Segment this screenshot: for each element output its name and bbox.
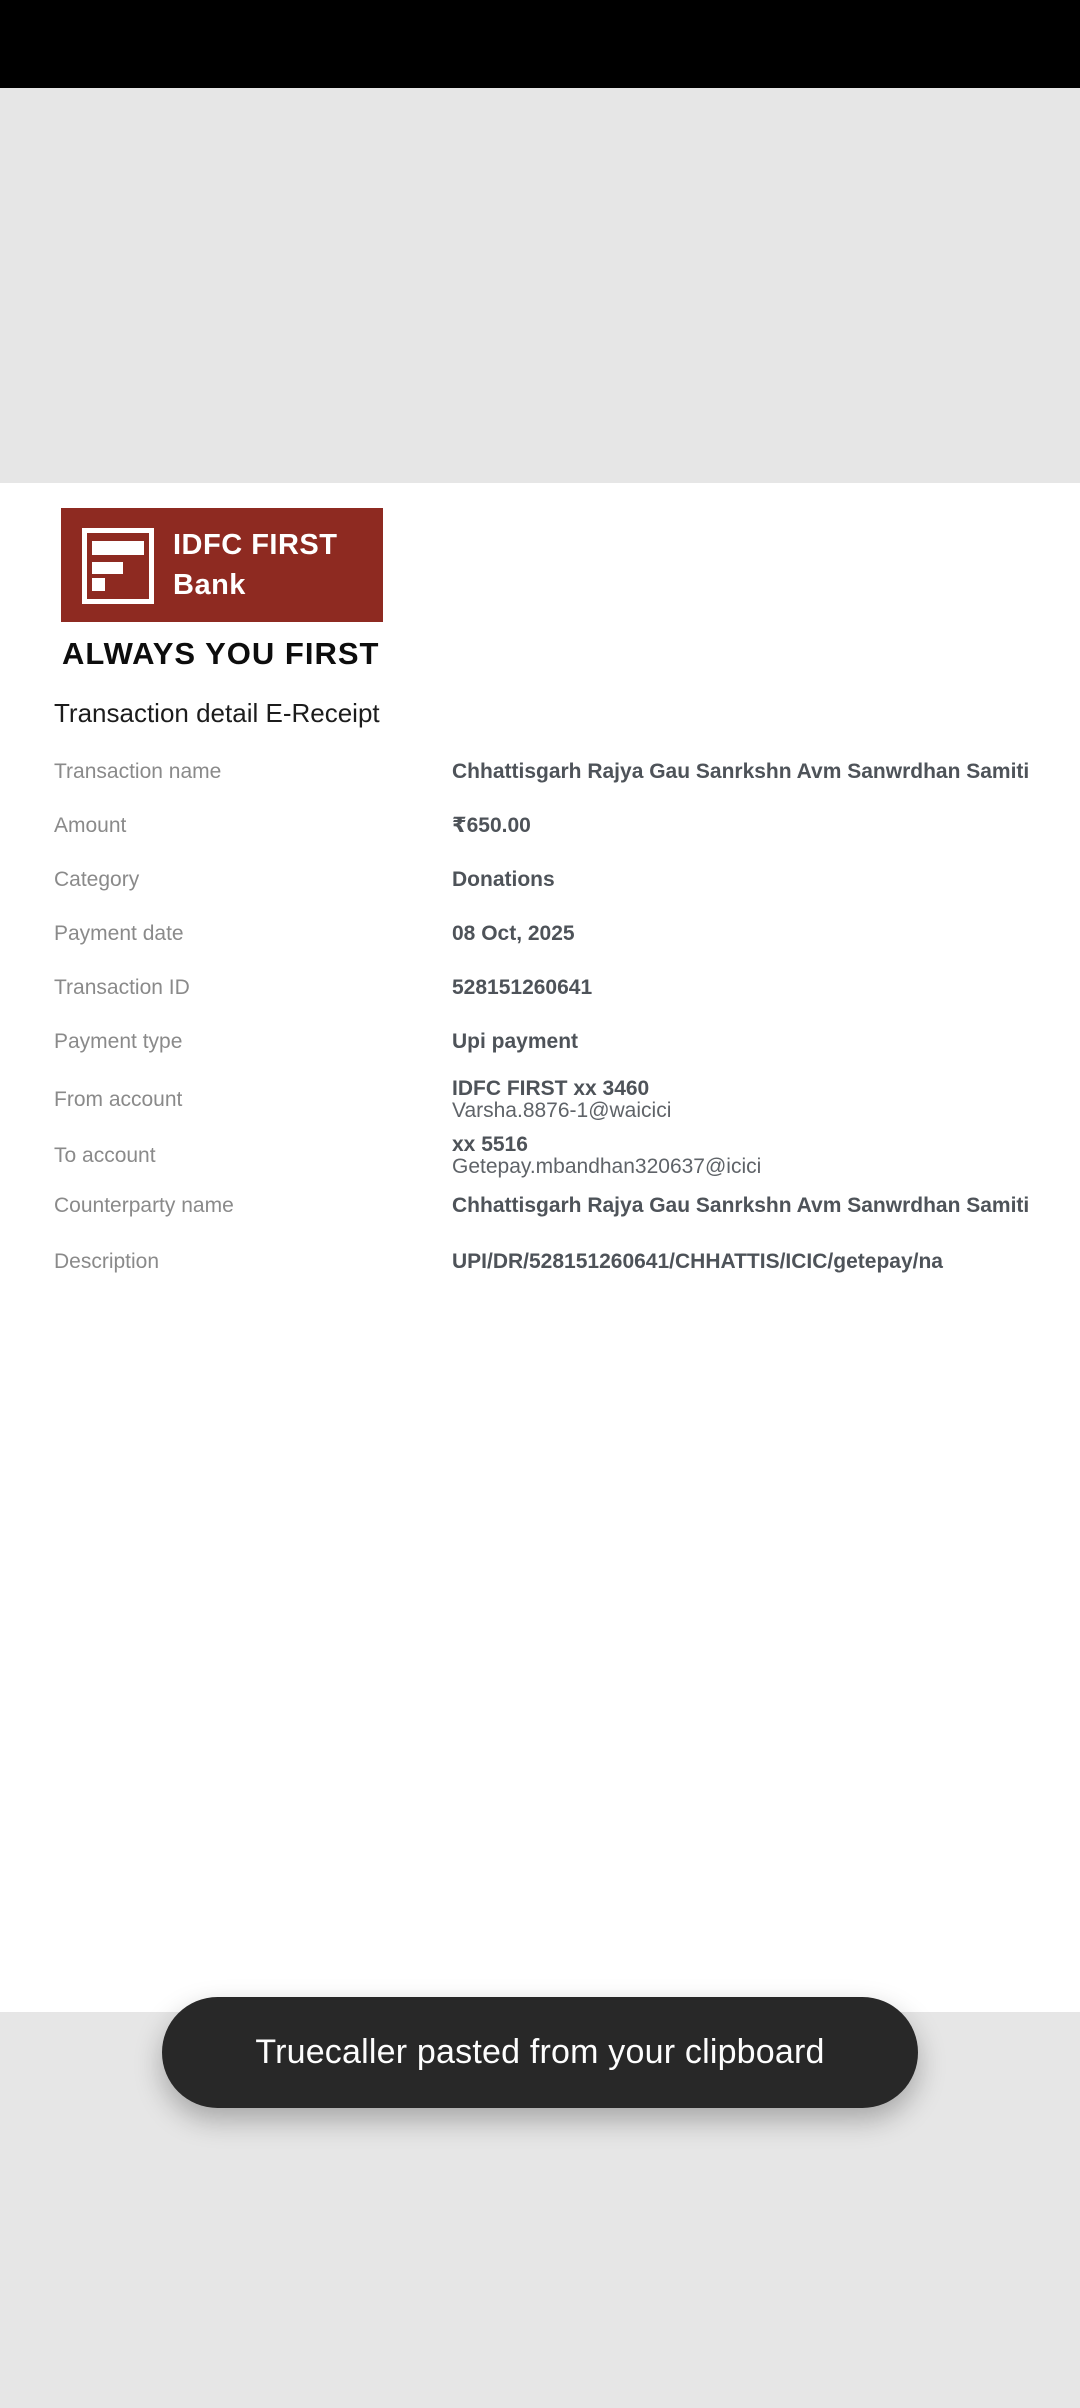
bank-logo-line2: Bank bbox=[173, 569, 246, 601]
row-value: UPI/DR/528151260641/CHHATTIS/ICIC/getepay/na bbox=[452, 1250, 943, 1273]
row-label: Category bbox=[54, 868, 140, 891]
f-mark-bar-bottom bbox=[92, 578, 105, 591]
row-value: Chhattisgarh Rajya Gau Sanrkshn Avm Sanwrdhan Samiti bbox=[452, 760, 1030, 783]
receipt-row-counterparty-name bbox=[54, 1194, 1044, 1218]
row-value: Donations bbox=[452, 868, 555, 891]
row-label: Amount bbox=[54, 814, 127, 837]
receipt-row-amount bbox=[54, 814, 1044, 838]
row-label: To account bbox=[54, 1144, 156, 1167]
document-background-top bbox=[0, 88, 1080, 483]
idfc-f-mark-icon bbox=[82, 528, 154, 604]
bank-tagline: ALWAYS YOU FIRST bbox=[62, 636, 380, 671]
row-value-secondary: Varsha.8876-1@waicici bbox=[452, 1099, 672, 1122]
row-value: Chhattisgarh Rajya Gau Sanrkshn Avm Sanwrdhan Samiti bbox=[452, 1194, 1030, 1217]
row-label: Payment date bbox=[54, 922, 184, 945]
receipt-row-from-account bbox=[54, 1078, 1044, 1122]
bank-logo-text bbox=[173, 525, 338, 605]
receipt-row-description bbox=[54, 1250, 1044, 1274]
f-mark-bar-top bbox=[92, 541, 144, 555]
row-value: IDFC FIRST xx 3460 bbox=[452, 1077, 650, 1100]
row-value: 528151260641 bbox=[452, 976, 593, 999]
receipt-row-to-account bbox=[54, 1134, 1044, 1178]
row-label: Description bbox=[54, 1250, 160, 1273]
receipt-row-category bbox=[54, 868, 1044, 892]
idfc-first-bank-logo bbox=[61, 508, 383, 622]
receipt-row-payment-type bbox=[54, 1030, 1044, 1054]
row-label: Transaction name bbox=[54, 760, 222, 783]
row-value-secondary: Getepay.mbandhan320637@icici bbox=[452, 1155, 762, 1178]
f-mark-bar-middle bbox=[92, 562, 123, 574]
row-value: 08 Oct, 2025 bbox=[452, 922, 575, 945]
row-value: ₹650.00 bbox=[452, 814, 531, 837]
row-label: Counterparty name bbox=[54, 1194, 234, 1217]
receipt-row-payment-date bbox=[54, 922, 1044, 946]
status-bar bbox=[0, 0, 1080, 88]
row-value: xx 5516 bbox=[452, 1133, 528, 1156]
row-value: Upi payment bbox=[452, 1030, 579, 1053]
toast-message: Truecaller pasted from your clipboard bbox=[255, 2033, 825, 2071]
clipboard-toast bbox=[162, 1997, 918, 2108]
receipt-row-transaction-id bbox=[54, 976, 1044, 1000]
row-label: Payment type bbox=[54, 1030, 183, 1053]
row-label: From account bbox=[54, 1088, 183, 1111]
bank-logo-line1: IDFC FIRST bbox=[173, 529, 338, 561]
receipt-row-transaction-name bbox=[54, 760, 1044, 784]
row-label: Transaction ID bbox=[54, 976, 190, 999]
receipt-title: Transaction detail E-Receipt bbox=[54, 698, 380, 728]
